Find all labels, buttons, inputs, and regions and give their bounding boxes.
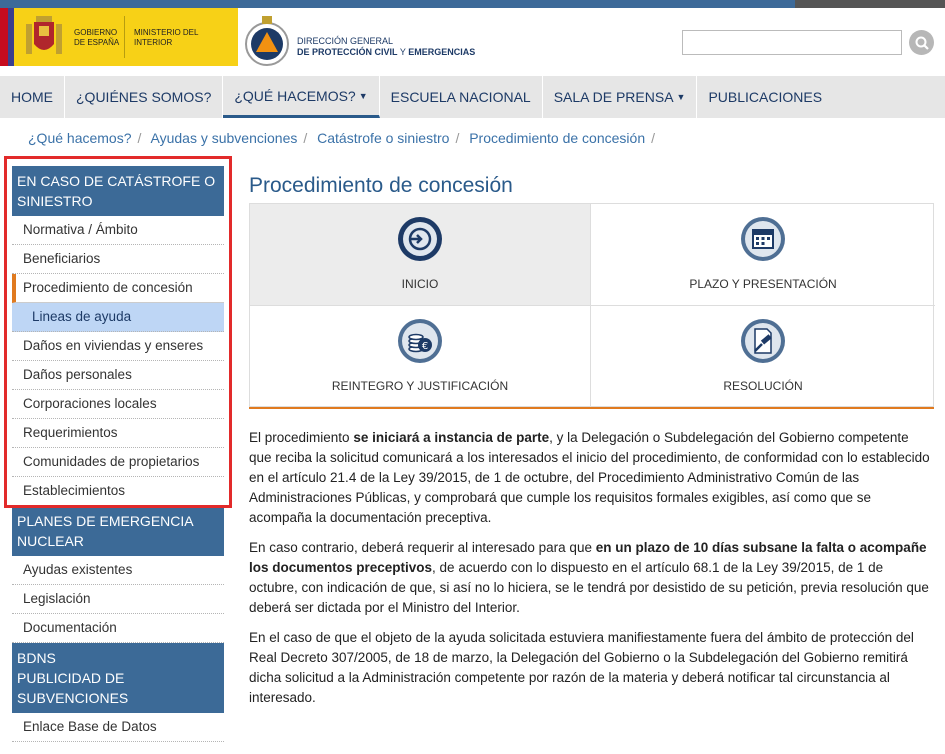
caret-down-icon: ▼ xyxy=(358,90,368,101)
sidebar-item-corporaciones[interactable]: Corporaciones locales xyxy=(12,390,224,419)
org-line2 xyxy=(297,47,475,58)
breadcrumb-separator: / xyxy=(651,130,655,146)
bdns-title: BDNS xyxy=(17,650,56,666)
paragraph-3: En el caso de que el objeto de la ayuda solicitada estuviera manifiestamente fuera del ámbito de protección del Real Decreto 307/2005, de 18 de marzo, la Delegación del Gobierno o la Subdelegación del Gobierno remitirá dicha solicitud a la Administración competente por razón de la materia y deberá notificar tal circunstancia al interesado. xyxy=(249,630,914,705)
sidebar-item-comunidades[interactable]: Comunidades de propietarios xyxy=(12,448,224,477)
paragraph-1 xyxy=(249,428,934,528)
step-resolucion[interactable] xyxy=(591,306,935,408)
logo-separator xyxy=(124,16,125,58)
steps-divider xyxy=(249,407,934,409)
step-inicio[interactable] xyxy=(250,204,591,306)
text: , y la Delegación o Subdelegación del Gobierno competente que reciba la solicitud comunicará a los interesados el inicio del procedimiento, de conformidad con lo establecido en el artículo 21.4 de la Ley 39/2015, de 1 de octubre, del Procedimiento Administrativo Común de las Administraciones Públicas, y comprobará que cumple los requisitos formales exigibles, así como que se acompaña la documentación preceptiva. xyxy=(249,430,930,525)
paragraph-2 xyxy=(249,538,934,618)
text-bold: se iniciará a instancia de parte xyxy=(353,430,550,445)
gov-line1: GOBIERNO DE ESPAÑA xyxy=(74,28,120,47)
breadcrumb-link[interactable]: Ayudas y subvenciones xyxy=(150,130,298,146)
gobierno-logo[interactable] xyxy=(0,8,238,66)
sidebar-item-danos-personales[interactable]: Daños personales xyxy=(12,361,224,390)
calendar-icon xyxy=(740,216,786,262)
svg-text:€: € xyxy=(421,341,429,352)
flag-bar xyxy=(0,8,8,66)
gavel-document-icon xyxy=(740,318,786,364)
page-title: Procedimiento de concesión xyxy=(249,174,513,197)
step-label: RESOLUCIÓN xyxy=(723,379,803,393)
sidebar-item-normativa[interactable]: Normativa / Ámbito xyxy=(12,216,224,245)
breadcrumb-link[interactable]: Catástrofe o siniestro xyxy=(317,130,450,146)
sidebar-section-nuclear[interactable]: PLANES DE EMERGENCIA NUCLEAR xyxy=(12,506,224,556)
breadcrumb-separator: / xyxy=(455,130,460,146)
text-bold: en un plazo de 10 días subsane la falta o acompañe los documentos preceptivos xyxy=(249,540,927,575)
nav-sala-de-prensa[interactable] xyxy=(543,76,698,118)
coins-euro-icon xyxy=(397,318,443,364)
org-line2-end: EMERGENCIAS xyxy=(408,47,476,57)
text: , de acuerdo con lo dispuesto en el artículo 68.1 de la Ley 39/2015, de 1 de octubre, con indicación de que, si así no lo hiciera, se le tendrá por desistido de su petición, previa resolución que deberá ser dictada por el Ministro del Interior. xyxy=(249,560,929,615)
procedure-steps xyxy=(249,203,934,407)
publicidad-title: PUBLICIDAD DE SUBVENCIONES xyxy=(17,670,129,706)
sidebar-item-establecimientos[interactable]: Establecimientos xyxy=(12,477,224,506)
sidebar-item-legislacion[interactable]: Legislación xyxy=(12,585,224,614)
nav-label: PUBLICACIONES xyxy=(708,89,823,105)
gov-line2: MINISTERIO DEL INTERIOR xyxy=(134,28,199,47)
search-icon xyxy=(915,36,929,50)
nav-home[interactable] xyxy=(0,76,65,118)
sidebar-item-requerimientos[interactable]: Requerimientos xyxy=(12,419,224,448)
sidebar-item-procedimiento[interactable]: Procedimiento de concesión xyxy=(12,274,224,303)
step-label: REINTEGRO Y JUSTIFICACIÓN xyxy=(331,379,509,393)
step-label: PLAZO Y PRESENTACIÓN xyxy=(689,277,837,291)
proteccion-civil-logo-icon[interactable] xyxy=(244,14,290,68)
content-body xyxy=(249,428,934,718)
step-plazo[interactable] xyxy=(591,204,935,306)
sidebar-item-beneficiarios[interactable]: Beneficiarios xyxy=(12,245,224,274)
org-title xyxy=(297,36,475,58)
main-nav xyxy=(0,76,945,118)
sidebar-item-documentacion[interactable]: Documentación xyxy=(12,614,224,643)
text: El procedimiento xyxy=(249,430,354,445)
sidebar-item-enlace-bd[interactable]: Enlace Base de Datos xyxy=(12,713,224,742)
site-header xyxy=(0,8,945,76)
nav-que-hacemos[interactable] xyxy=(223,76,379,118)
sidebar-section-bdns[interactable] xyxy=(12,643,224,713)
search-input[interactable] xyxy=(682,30,902,55)
sidebar xyxy=(12,166,224,742)
breadcrumb-separator: / xyxy=(303,130,308,146)
nav-label: SALA DE PRENSA xyxy=(553,89,674,105)
top-strip-grey xyxy=(795,0,945,8)
nav-label: ¿QUÉ HACEMOS? xyxy=(234,87,356,104)
nav-label: HOME xyxy=(11,89,53,105)
sidebar-section-catastrofe[interactable]: EN CASO DE CATÁSTROFE O SINIESTRO xyxy=(12,166,224,216)
breadcrumb-current[interactable]: Procedimiento de concesión xyxy=(469,130,646,146)
eu-bar xyxy=(8,8,14,66)
nav-publicaciones[interactable] xyxy=(697,76,833,118)
nav-escuela-nacional[interactable] xyxy=(380,76,543,118)
breadcrumb xyxy=(28,130,661,146)
org-line2-mid: Y xyxy=(397,47,409,57)
org-line1: DIRECCIÓN GENERAL xyxy=(297,36,394,46)
top-strip xyxy=(0,0,945,8)
caret-down-icon: ▼ xyxy=(676,92,686,102)
search-button[interactable] xyxy=(909,30,934,55)
nav-quienes-somos[interactable] xyxy=(65,76,223,118)
enter-icon xyxy=(397,216,443,262)
sidebar-item-lineas-de-ayuda[interactable]: Lineas de ayuda xyxy=(12,303,224,332)
text: En caso contrario, deberá requerir al interesado para que xyxy=(249,540,596,555)
breadcrumb-link[interactable]: ¿Qué hacemos? xyxy=(28,130,132,146)
sidebar-item-ayudas-existentes[interactable]: Ayudas existentes xyxy=(12,556,224,585)
breadcrumb-separator: / xyxy=(137,130,142,146)
step-reintegro[interactable] xyxy=(250,306,591,408)
org-line2-bold: DE PROTECCIÓN CIVIL xyxy=(297,47,398,57)
sidebar-item-danos-viviendas[interactable]: Daños en viviendas y enseres xyxy=(12,332,224,361)
coat-of-arms-icon xyxy=(22,14,66,60)
nav-label: ESCUELA NACIONAL xyxy=(390,89,531,105)
nav-label: ¿QUIÉNES SOMOS? xyxy=(76,89,212,105)
step-label: INICIO xyxy=(401,277,439,291)
